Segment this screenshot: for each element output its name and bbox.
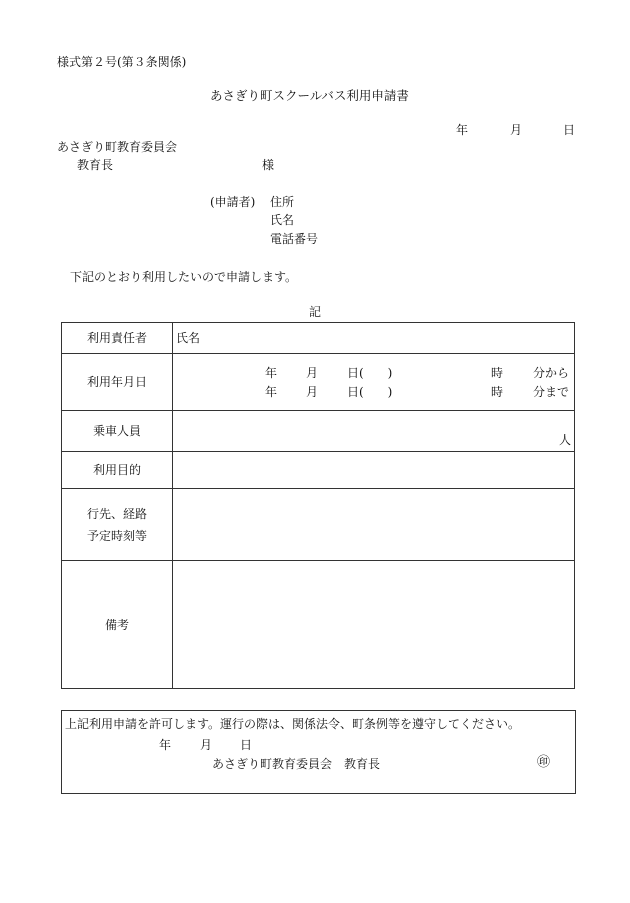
addressee-honorific: 様 — [262, 158, 275, 172]
passengers-label: 乗車人員 — [62, 411, 173, 452]
date-cell — [173, 354, 575, 411]
date-year-label: 年 — [456, 123, 469, 137]
addressee-org: あさぎり町教育委員会 — [57, 140, 178, 154]
date-row2-day: 日( ) — [347, 385, 393, 399]
responsible-cell — [173, 323, 575, 354]
date-label: 利用年月日 — [62, 354, 173, 411]
purpose-cell — [173, 452, 575, 489]
responsible-name-label: 氏名 — [176, 331, 201, 345]
addressee-position: 教育長 — [77, 158, 114, 172]
table-row — [62, 489, 575, 561]
date-row2-hour: 時 — [491, 385, 504, 399]
date-row1-minute: 分から — [533, 366, 570, 380]
date-row1-year: 年 — [265, 366, 278, 380]
ki-heading: 記 — [309, 305, 322, 319]
passengers-cell — [173, 411, 575, 452]
date-row1-day: 日( ) — [347, 366, 393, 380]
approval-text: 上記利用申請を許可します。運行の際は、関係法令、町条例等を遵守してください。 — [65, 717, 521, 731]
document-title: あさぎり町スクールバス利用申請書 — [210, 88, 409, 103]
route-label-line1: 行先、経路 — [86, 506, 147, 521]
approval-month-label: 月 — [200, 738, 213, 752]
date-row1-hour: 時 — [491, 366, 504, 380]
date-day-label: 日 — [563, 123, 576, 137]
intro-text: 下記のとおり利用したいので申請します。 — [70, 270, 298, 284]
approval-day-label: 日 — [240, 738, 253, 752]
date-row2-minute: 分まで — [533, 385, 570, 399]
application-table — [61, 322, 575, 689]
remarks-cell — [173, 561, 575, 689]
applicant-name-label: 氏名 — [270, 213, 295, 227]
route-label — [62, 489, 173, 561]
approval-issuer: あさぎり町教育委員会 教育長 — [212, 757, 381, 771]
date-row1-month: 月 — [306, 366, 319, 380]
responsible-label: 利用責任者 — [62, 323, 173, 354]
approval-year-label: 年 — [159, 738, 172, 752]
table-row — [62, 561, 575, 689]
table-row — [62, 354, 575, 411]
date-month-label: 月 — [510, 123, 523, 137]
applicant-label: (申請者) — [210, 195, 256, 209]
seal-mark: ㊞ — [537, 755, 551, 770]
date-row2-month: 月 — [306, 385, 319, 399]
remarks-label: 備考 — [62, 561, 173, 689]
applicant-address-label: 住所 — [270, 195, 295, 209]
passengers-unit: 人 — [558, 433, 571, 447]
date-row2-year: 年 — [265, 385, 278, 399]
table-row — [62, 323, 575, 354]
route-cell — [173, 489, 575, 561]
table-row — [62, 411, 575, 452]
purpose-label: 利用目的 — [62, 452, 173, 489]
table-row — [62, 452, 575, 489]
route-label-line2: 予定時刻等 — [86, 528, 147, 543]
approval-box — [61, 710, 576, 794]
form-number: 様式第２号(第３条関係) — [57, 55, 187, 69]
applicant-phone-label: 電話番号 — [270, 232, 319, 246]
